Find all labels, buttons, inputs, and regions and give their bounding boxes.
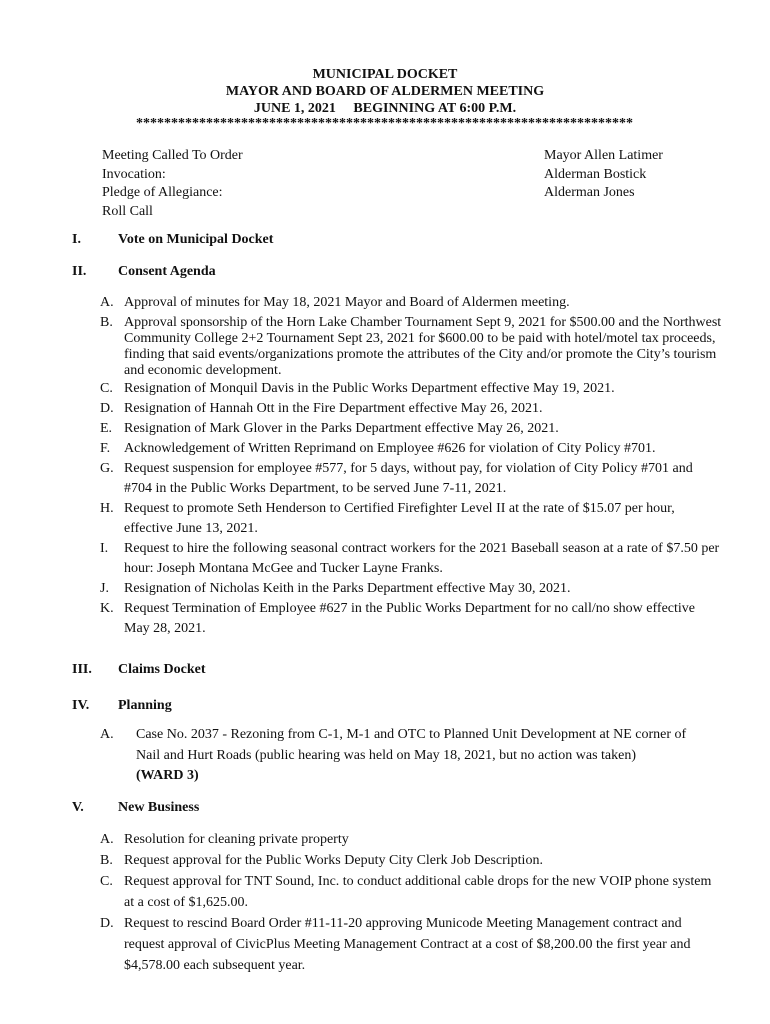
item-text: Request to promote Seth Henderson to Certified Firefighter Level II at the rate of $15.07 per hour, effective June 13, 2021. bbox=[124, 501, 675, 536]
item-text: Resolution for cleaning private property bbox=[124, 832, 349, 847]
opening-item: Roll Call bbox=[102, 203, 153, 219]
item-label: H. bbox=[100, 501, 114, 516]
section-number: I. bbox=[72, 232, 81, 247]
item-label: A. bbox=[100, 295, 114, 310]
meeting-name: MAYOR AND BOARD OF ALDERMEN MEETING bbox=[225, 84, 545, 99]
officials-list bbox=[544, 147, 663, 203]
item-text: Request Termination of Employee #627 in the Public Works Department for no call/no show effective May 28, 2021. bbox=[124, 601, 695, 636]
item-label: E. bbox=[100, 421, 113, 436]
agenda-item bbox=[100, 439, 722, 459]
agenda-item bbox=[100, 725, 700, 787]
item-label: A. bbox=[100, 727, 114, 742]
item-text: Resignation of Mark Glover in the Parks Department effective May 26, 2021. bbox=[124, 421, 559, 436]
item-text: Request to hire the following seasonal contract workers for the 2021 Baseball season at a rate of $7.50 per hour: Joseph Montana McGee and Tucker Layne Franks. bbox=[124, 541, 720, 576]
official-name: Mayor Allen Latimer bbox=[544, 148, 663, 163]
section-title: Planning bbox=[118, 698, 172, 713]
item-label: C. bbox=[100, 381, 113, 396]
agenda-item bbox=[100, 313, 722, 379]
planning-list bbox=[100, 725, 700, 787]
meeting-date-time: JUNE 1, 2021 BEGINNING AT 6:00 P.M. bbox=[253, 101, 517, 116]
agenda-item bbox=[100, 539, 722, 579]
item-text: Request approval for the Public Works Deputy City Clerk Job Description. bbox=[124, 853, 543, 868]
item-text: Resignation of Nicholas Keith in the Parks Department effective May 30, 2021. bbox=[124, 581, 571, 596]
item-label: K. bbox=[100, 601, 114, 616]
item-label: D. bbox=[100, 916, 114, 931]
item-label: G. bbox=[100, 461, 114, 476]
agenda-item bbox=[100, 419, 722, 439]
ward-tag: (WARD 3) bbox=[136, 768, 199, 783]
item-text: Approval sponsorship of the Horn Lake Chamber Tournament Sept 9, 2021 for $500.00 and the Northwest Community College 2+2 Tournament Sept 23, 2021 for $600.00 to be paid with hotel/motel tax proceeds, finding that said events/organizations promote the attributes of the City and/or promote the City’s tourism and economic development. bbox=[124, 315, 722, 378]
item-label: J. bbox=[100, 581, 109, 596]
item-label: I. bbox=[100, 541, 109, 556]
item-text: Resignation of Monquil Davis in the Public Works Department effective May 19, 2021. bbox=[124, 381, 615, 396]
item-text: Acknowledgement of Written Reprimand on Employee #626 for violation of City Policy #701. bbox=[124, 441, 656, 456]
agenda-item bbox=[100, 399, 722, 419]
item-text: Resignation of Hannah Ott in the Fire Department effective May 26, 2021. bbox=[124, 401, 543, 416]
consent-agenda-list bbox=[100, 293, 722, 639]
item-label: B. bbox=[100, 315, 113, 330]
item-label: B. bbox=[100, 853, 113, 868]
item-label: C. bbox=[100, 874, 113, 889]
item-text: Request suspension for employee #577, for 5 days, without pay, for violation of City Policy #701 and #704 in the Public Works Department, to be served June 7-11, 2021. bbox=[124, 461, 693, 496]
agenda-item bbox=[100, 459, 722, 499]
section-title: Claims Docket bbox=[118, 662, 206, 677]
opening-items bbox=[102, 147, 243, 221]
opening-item: Pledge of Allegiance: bbox=[102, 185, 223, 200]
section-title: New Business bbox=[118, 800, 200, 815]
item-text: Approval of minutes for May 18, 2021 Mayor and Board of Aldermen meeting. bbox=[124, 295, 570, 310]
section-number: IV. bbox=[72, 698, 90, 713]
opening-item: Invocation: bbox=[102, 166, 166, 182]
agenda-item bbox=[100, 850, 722, 871]
section-title: Consent Agenda bbox=[118, 264, 216, 279]
opening-item: Meeting Called To Order bbox=[102, 148, 243, 163]
agenda-item bbox=[100, 579, 722, 599]
item-text: Request to rescind Board Order #11-11-20 approving Municode Meeting Management contract and request approval of CivicPlus Meeting Management Contract at a cost of $8,200.00 the first year and $4,578.00 each subsequent year. bbox=[124, 916, 691, 973]
item-text: Request approval for TNT Sound, Inc. to conduct additional cable drops for the new VOIP phone system at a cost of $1,625.00. bbox=[124, 874, 712, 910]
item-label: F. bbox=[100, 441, 111, 456]
section-number: V. bbox=[72, 800, 84, 815]
agenda-item bbox=[100, 293, 722, 313]
section-title: Vote on Municipal Docket bbox=[118, 232, 274, 247]
new-business-list bbox=[100, 829, 722, 976]
section-number: II. bbox=[72, 264, 87, 279]
section-number: III. bbox=[72, 662, 92, 677]
agenda-item bbox=[100, 499, 722, 539]
agenda-item bbox=[100, 871, 722, 913]
agenda-item bbox=[100, 599, 722, 639]
official-name: Alderman Jones bbox=[544, 185, 635, 200]
agenda-item bbox=[100, 829, 722, 850]
item-text: Case No. 2037 - Rezoning from C-1, M-1 and OTC to Planned Unit Development at NE corner of Nail and Hurt Roads (public hearing was held on May 18, 2021, but no action was taken) bbox=[136, 727, 687, 763]
agenda-item bbox=[100, 913, 722, 976]
docket-title: MUNICIPAL DOCKET bbox=[312, 67, 458, 82]
item-label: D. bbox=[100, 401, 114, 416]
agenda-item bbox=[100, 379, 722, 399]
star-divider: *********************************************************************** bbox=[136, 116, 633, 131]
official-name: Alderman Bostick bbox=[544, 166, 647, 182]
item-label: A. bbox=[100, 832, 114, 847]
